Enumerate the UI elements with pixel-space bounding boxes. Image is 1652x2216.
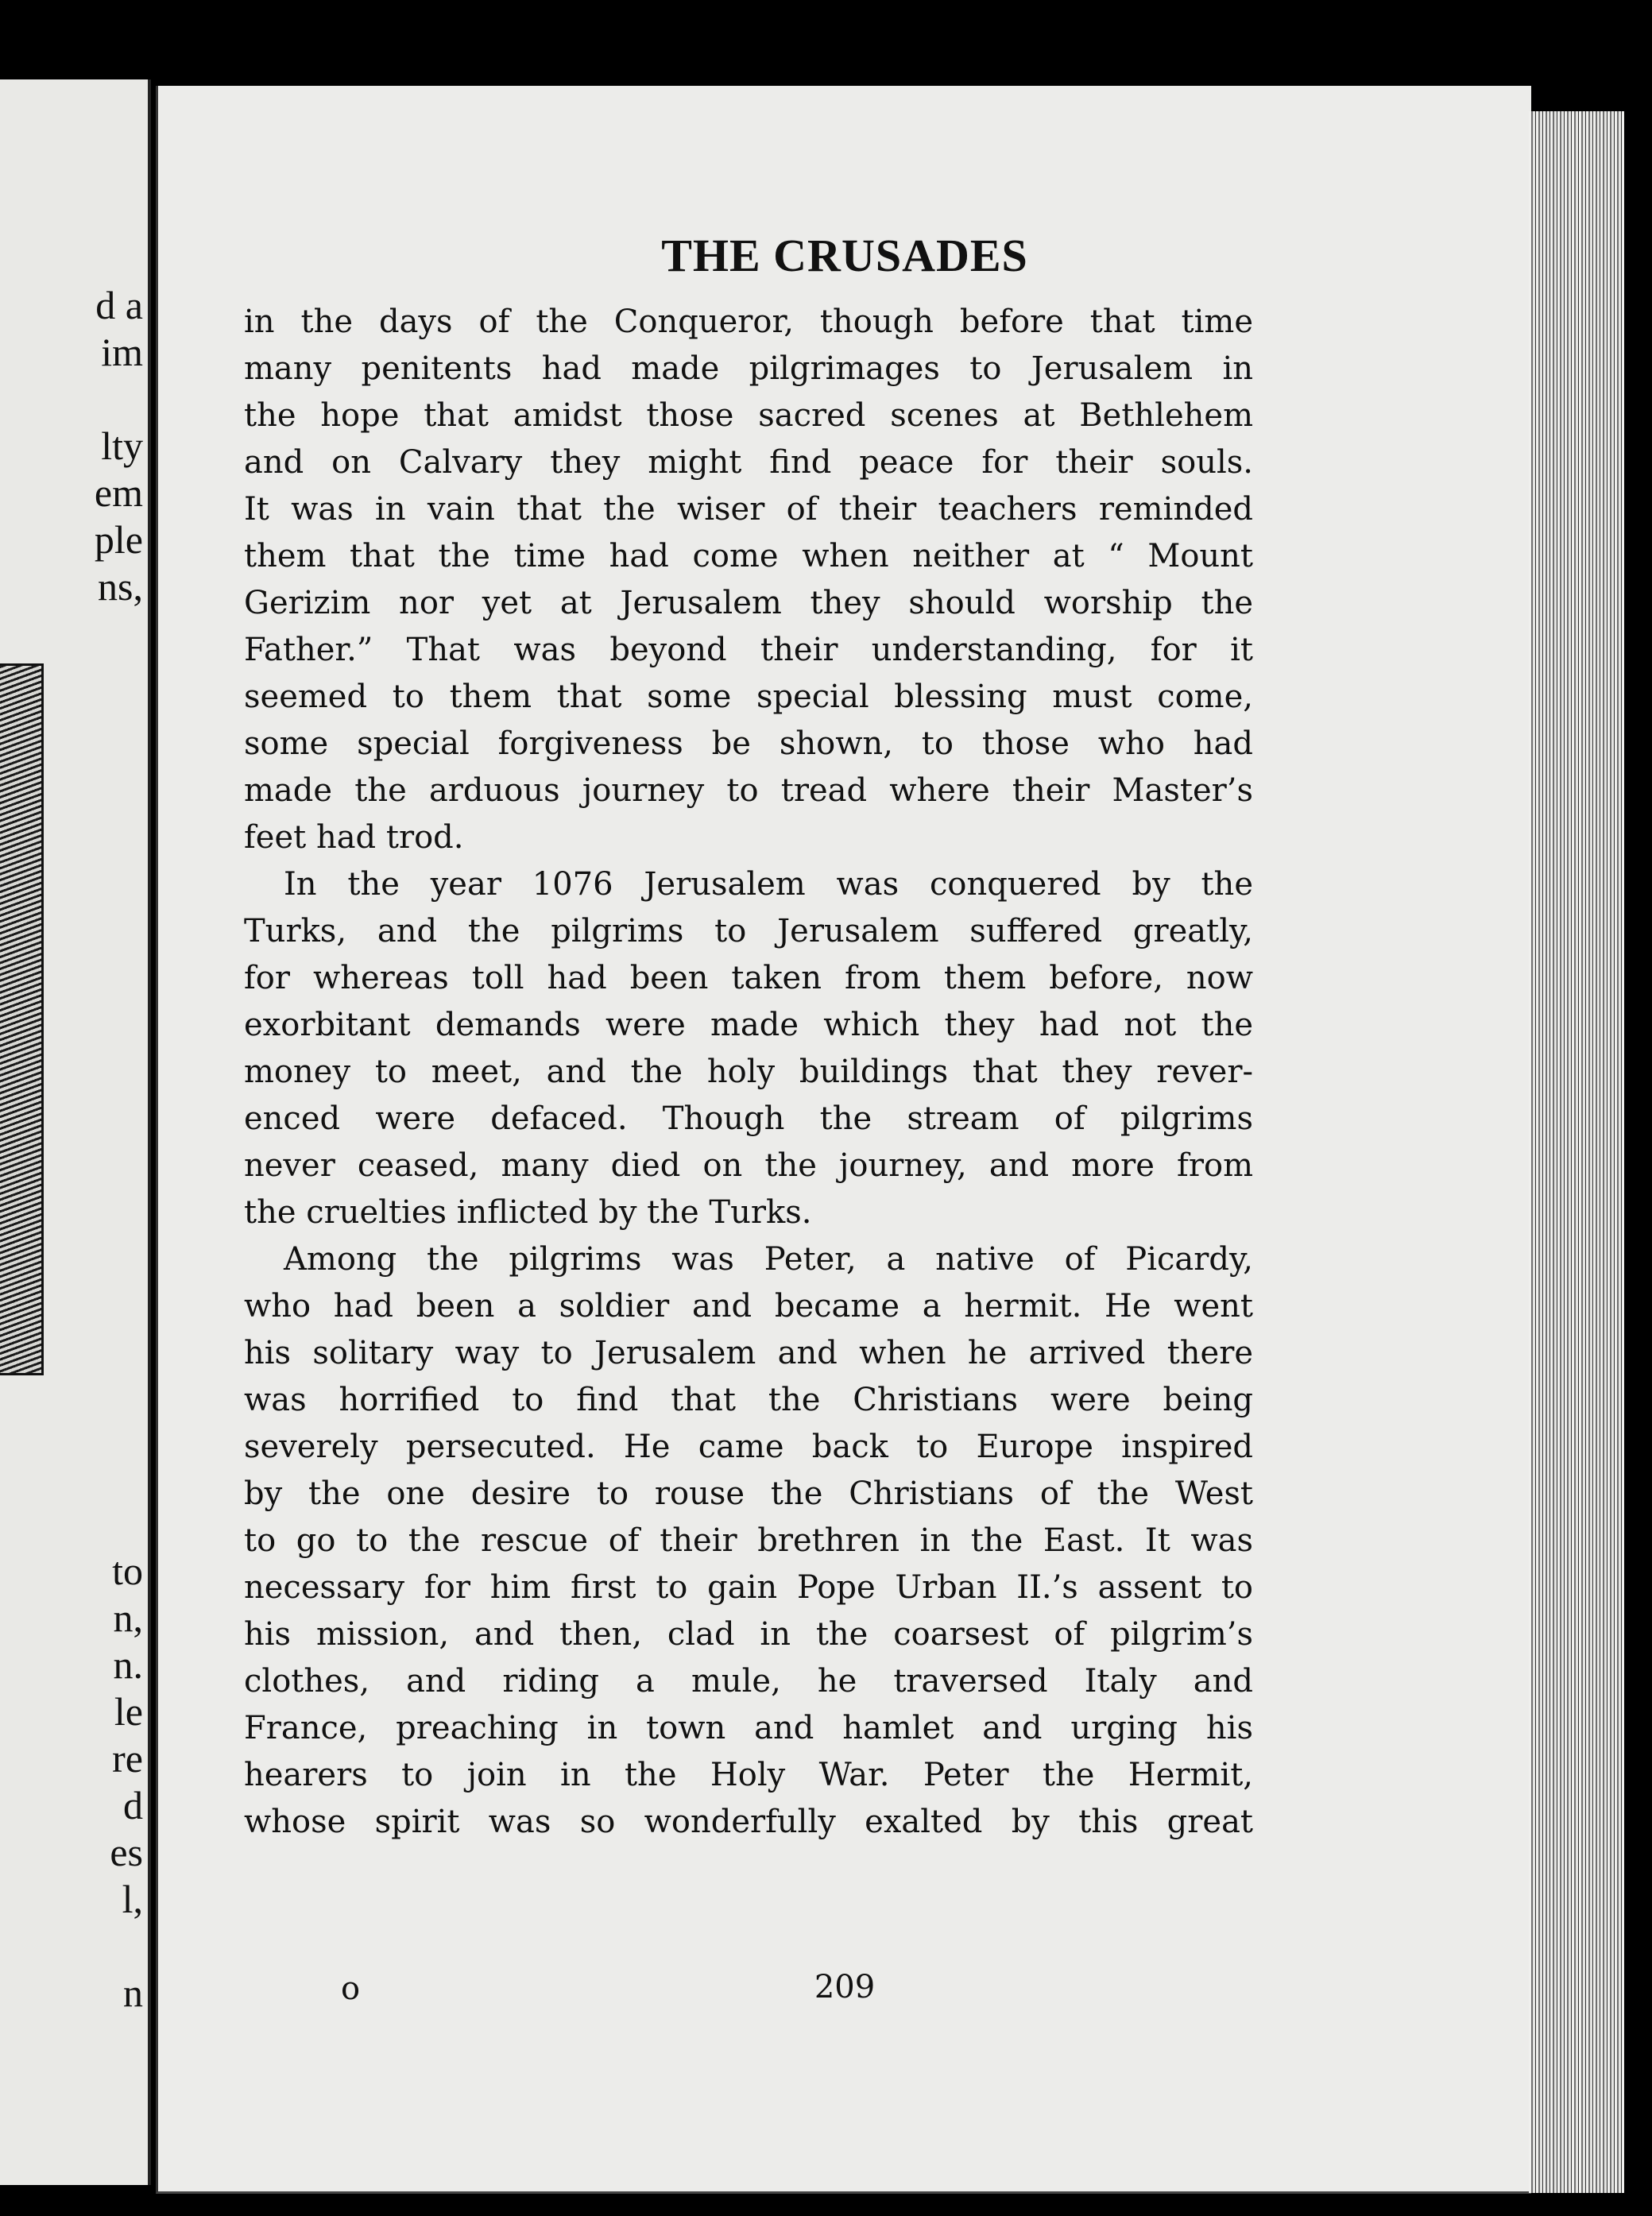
left-fragment-line: em [94,470,143,515]
left-fragment-line: le [114,1689,143,1734]
text-line: by the one desire to rouse the Christians of the West [244,1475,1253,1512]
text-line: Among the pilgrims was Peter, a native of Picardy, [284,1241,1253,1278]
text-line: France, preaching in town and hamlet and urging his [244,1710,1253,1746]
left-fragment-line: d a [95,283,143,327]
text-line: exorbitant demands were made which they had not the [244,1007,1253,1043]
signature-mark: o [341,1970,361,2007]
left-fragment-line [0,1407,143,1454]
left-fragment-line [0,1501,143,1548]
text-line: hearers to join in the Holy War. Peter the Hermit, [244,1757,1253,1793]
text-line: severely persecuted. He came back to Europe inspired [244,1429,1253,1465]
text-line: feet had trod. [244,819,464,856]
text-line: some special forgiveness be shown, to those who had [244,725,1253,762]
left-fragment-line [0,1454,143,1501]
left-fragment-line: to [112,1549,143,1593]
text-line: for whereas toll had been taken from them before, now [244,960,1253,996]
text-line: many penitents had made pilgrimages to Jerusalem in [244,350,1253,387]
left-fragment-line: n, [113,1595,143,1640]
text-line: who had been a soldier and became a hermit. He went [244,1288,1253,1325]
left-fragment-line: im [101,330,143,374]
text-line: his mission, and then, clad in the coarsest of pilgrim’s [244,1616,1253,1653]
text-line: Turks, and the pilgrims to Jerusalem suffered greatly, [244,913,1253,949]
left-fragment-line: d [123,1783,143,1827]
text-line: Gerizim nor yet at Jerusalem they should worship the [244,585,1253,621]
body-text [244,299,1253,1846]
left-fragment-line [0,1923,143,1970]
text-line: the cruelties inflicted by the Turks. [244,1194,812,1231]
text-line: and on Calvary they might find peace for their souls. [244,444,1253,481]
book-fore-edge [1529,111,1624,2193]
page-number: 209 [814,1969,876,2005]
left-fragment-line: lty [101,423,143,468]
left-fragment-line: es [110,1830,143,1874]
text-line: them that the time had come when neither at “ Mount [244,538,1253,574]
text-line: to go to the rescue of their brethren in the East. It was [244,1522,1253,1559]
text-line: It was in vain that the wiser of their teachers reminded [244,491,1253,528]
left-fragment-line: n. [113,1642,143,1687]
text-line: money to meet, and the holy buildings that they rever- [244,1054,1253,1090]
text-line: clothes, and riding a mule, he traversed Italy and [244,1663,1253,1700]
text-line: In the year 1076 Jerusalem was conquered by the [284,866,1253,903]
right-page [156,86,1531,2194]
text-line: Father.” That was beyond their understanding, for it [244,632,1253,668]
text-line: whose spirit was so wonderfully exalted by this great [244,1804,1253,1840]
text-line: enced were defaced. Though the stream of pilgrims [244,1100,1253,1137]
left-fragment-line: n [123,1970,143,2015]
left-fragment-line [0,376,143,423]
text-line: his solitary way to Jerusalem and when he arrived there [244,1335,1253,1371]
text-line: in the days of the Conqueror, though before that time [244,304,1253,340]
text-line: made the arduous journey to tread where their Master’s [244,772,1253,809]
left-fragment-line: ple [94,517,143,562]
text-line: seemed to them that some special blessing must come, [244,679,1253,715]
left-fragment-line: l, [122,1877,143,1921]
text-line: was horrified to find that the Christians were being [244,1382,1253,1418]
text-line: necessary for him first to gain Pope Urban II.’s assent to [244,1569,1253,1606]
left-fragment-line: re [112,1736,143,1781]
left-fragment-line: ns, [98,564,143,609]
text-line: the hope that amidst those sacred scenes at Bethlehem [244,397,1253,434]
text-line: never ceased, many died on the journey, and more from [244,1147,1253,1184]
left-page-illustration-edge [0,663,44,1375]
running-header: THE CRUSADES [661,230,1028,281]
left-fragment-line [0,610,143,657]
left-facing-page [0,79,151,2185]
